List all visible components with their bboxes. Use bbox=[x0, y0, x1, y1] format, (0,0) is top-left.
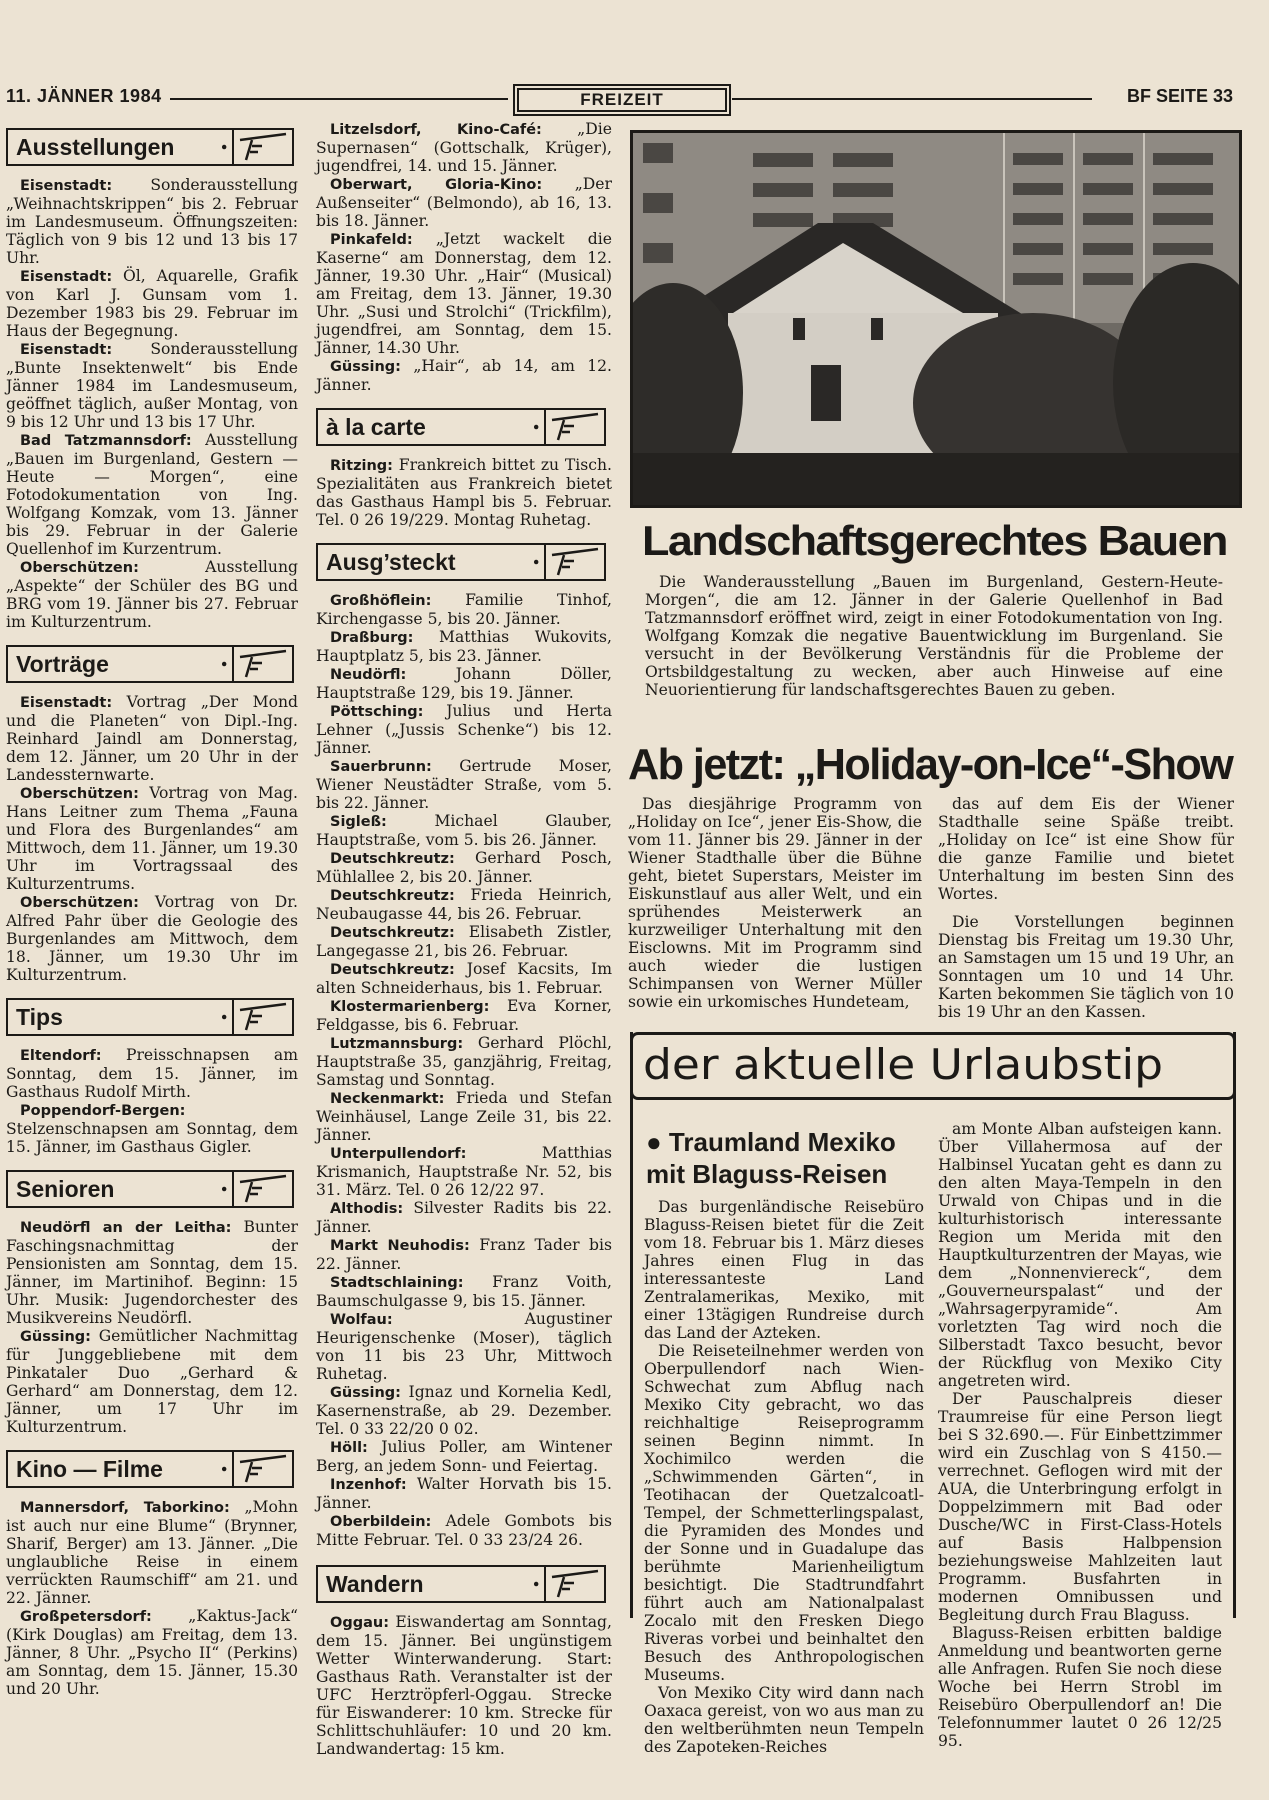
listing-place: Mannersdorf, Taborkino: bbox=[20, 1500, 230, 1516]
listing-text: Michael Glauber, Hauptstraße, vom 5. bis 26. Jänner. bbox=[316, 812, 612, 849]
bauen-frame bbox=[626, 112, 1238, 708]
listing-place: Unterpullendorf: bbox=[330, 1146, 467, 1162]
listing-text: Gerhard Plöchl, Hauptstraße 35, ganzjährig, Freitag, Samstag und Sonntag. bbox=[316, 1034, 612, 1089]
listing-entry bbox=[316, 1310, 612, 1383]
listing-place: Eisenstadt: bbox=[20, 695, 113, 711]
article-paragraph: Blaguss-Reisen erbitten baldige Anmeldung und beantworten gerne alle Anfragen. Rufen Sie noch diese Woche bei Herrn Strobl im Reisebüro Oberpullendorf an! Die Telefonnummer lautet 0 26 12/25 95. bbox=[938, 1624, 1222, 1750]
mexiko-headline-line-2: mit Blaguss-Reisen bbox=[646, 1159, 888, 1189]
listing-place: Güssing: bbox=[20, 1329, 91, 1345]
listing-entry bbox=[316, 1613, 612, 1758]
listing-entry bbox=[6, 1327, 298, 1436]
page-number: BF SEITE 33 bbox=[1126, 86, 1233, 106]
listing-entry bbox=[316, 1089, 612, 1144]
listing-place: Eisenstadt: bbox=[20, 178, 113, 194]
pen-icon bbox=[528, 1565, 606, 1603]
listing-text: Eiswandertag am Sonntag, dem 15. Jänner. Bei ungünstigem Wetter Winterwanderung. Start: Gasthaus Rath. Veranstalter ist der UFC Herztröpferl-Oggau. Strecke für Eiswanderer: 10 km. Strecke für Schlittschuhläufer: 10 und 20 km. Landwandertag: 15 km. bbox=[316, 1613, 612, 1758]
listing-text: Bunter Faschingsnachmittag der Pensionisten am Sonntag, dem 15. Jänner, im Martinihof. Beginn: 15 Uhr. Musik: Jugendorchester des Musikvereins Neudörfl. bbox=[6, 1218, 299, 1327]
listing-place: Neudörfl an der Leitha: bbox=[20, 1220, 232, 1236]
listing-text: Elisabeth Zistler, Langegasse 21, bis 26. Februar. bbox=[316, 923, 612, 960]
listing-text: Julius Poller, am Wintener Berg, an jedem Sonn- und Feiertag. bbox=[316, 1438, 612, 1475]
listing-text: „Kaktus-Jack“ (Kirk Douglas) am Freitag, dem 13. Jänner, 8 Uhr. „Psycho II“ (Perkins) am Sonntag, dem 15. Jänner, 15.30 und 20 Uhr. bbox=[6, 1607, 298, 1698]
listing-text: Vortrag von Mag. Hans Leitner zum Thema „Fauna und Flora des Burgenlandes“ am Mittwoch, dem 11. Jänner, um 19.30 Uhr im Vortragssaal des Kulturzentrums. bbox=[6, 784, 298, 893]
mexiko-right-text bbox=[938, 1120, 1222, 1750]
listing-place: Oggau: bbox=[330, 1615, 389, 1631]
section-head-ausgsteckt bbox=[316, 543, 612, 581]
section-head-tips bbox=[6, 998, 298, 1036]
listing-place: Deutschkreutz: bbox=[330, 888, 455, 904]
listing-entry bbox=[6, 1498, 298, 1607]
alacarte-list bbox=[316, 456, 612, 529]
listing-place: Eisenstadt: bbox=[20, 342, 113, 358]
listing-entry bbox=[6, 693, 298, 784]
listing-place: Oberschützen: bbox=[20, 895, 139, 911]
listing-place: Wolfau: bbox=[330, 1312, 393, 1328]
listing-place: Großhöflein: bbox=[330, 593, 432, 609]
listing-place: Pinkafeld: bbox=[330, 232, 413, 248]
listing-entry bbox=[316, 1236, 612, 1273]
ausstellungen-list bbox=[6, 176, 298, 631]
listing-entry bbox=[316, 1383, 612, 1438]
section-title: Ausstellungen bbox=[6, 128, 218, 166]
tips-list bbox=[6, 1046, 298, 1156]
pen-icon bbox=[216, 1450, 294, 1488]
listing-text: Ausstellung „Aspekte“ der Schüler des BG und BRG vom 19. Jänner bis 27. Februar im Kulturzentrum. bbox=[6, 558, 298, 631]
article-paragraph: Der Pauschalpreis dieser Traumreise für eine Person liegt bei S 32.690.—. Für Einbettzimmer wird ein Zuschlag von S 4150.— verrechnet. Geflogen wird mit der AUA, die Unterbringung erfolgt in Doppelzimmern mit Bad oder Dusche/WC in First-Class-Hotels auf Basis Halbpension beziehungsweise Mahlzeiten laut Programm. Busfahrten in modernen Omnibussen und Begleitung durch Frau Blaguss. bbox=[938, 1390, 1222, 1624]
listing-entry bbox=[316, 591, 612, 628]
listing-place: Oberwart, Gloria-Kino: bbox=[330, 177, 543, 193]
listing-text: Stelzenschnapsen am Sonntag, dem 15. Jänner, im Gasthaus Gigler. bbox=[6, 1120, 298, 1156]
pen-icon bbox=[216, 645, 294, 683]
holiday-left bbox=[628, 795, 922, 1011]
listing-entry bbox=[316, 702, 612, 757]
section-head-alacarte bbox=[316, 408, 612, 446]
pen-icon bbox=[216, 128, 294, 166]
holiday-left-paragraph: Das diesjährige Programm von „Holiday on Ice“, jener Eis-Show, die vom 11. Jänner bis 29. Jänner in der Wiener Stadthalle über die Bühne geht, bietet Superstars, Meister im Eiskunstlauf aus aller Welt, und ein sprühendes Meisterwerk an kurzweiliger Unterhaltung mit den Eisclowns. Mit im Programm sind auch wieder die lustigen Schimpansen von Werner Müller sowie ein urkomisches Hundeteam, bbox=[628, 795, 922, 1011]
section-head-kino bbox=[6, 1450, 298, 1488]
listing-entry bbox=[316, 1438, 612, 1475]
article-paragraph: Die Reiseteilnehmer werden von Oberpullendorf nach Wien-Schwechat zum Abflug nach Mexiko City gebracht, wo das reichhaltige Reiseprogramm seinen Beginn nimmt. In Xochimilco werden die „Schwimmenden Gärten“, in Teotihacan der Quetzalcoatl-Tempel, der Schmetterlingspalast, die Pyramiden des Mondes und der Sonne und in Guadalupe das berühmte Marienheiligtum besichtigt. Die Stadtrundfahrt führt auch am Nationalpalast Zocalo mit den Fresken Diego Riveras vorbei und beinhaltet den Besuch des Anthropologischen Museums. bbox=[644, 1342, 924, 1684]
section-head-ausstellungen bbox=[6, 128, 298, 166]
listing-entry bbox=[316, 1512, 612, 1549]
listing-text: Adele Gombots bis Mitte Februar. Tel. 0 33 23/24 26. bbox=[316, 1512, 612, 1549]
mexiko-headline bbox=[646, 1126, 936, 1190]
listing-entry bbox=[316, 1144, 612, 1199]
listing-text: Vortrag „Der Mond und die Planeten“ von Dipl.-Ing. Reinhard Jaindl am Donnerstag, dem 12. Jänner, um 20 Uhr in der Landessternwarte. bbox=[6, 693, 298, 784]
kino-continued-list bbox=[316, 120, 612, 394]
listing-entry bbox=[6, 431, 298, 558]
listing-entry bbox=[316, 120, 612, 175]
listing-entry bbox=[6, 893, 298, 984]
section-title: FREIZEIT bbox=[513, 84, 731, 116]
listing-text: Sonderausstellung „Weihnachtskrippen“ bis 2. Februar im Landesmuseum. Öffnungszeiten: Täglich von 9 bis 12 und 13 bis 17 Uhr. bbox=[6, 176, 298, 267]
listing-place: Deutschkreutz: bbox=[330, 962, 455, 978]
holiday-right-paragraph-2: Die Vorstellungen beginnen Dienstag bis Freitag um 19.30 Uhr, an Samstagen um 15 und 19 Uhr, an Sonntagen um 10 und 14 Uhr. Karten bekommen Sie täglich von 10 bis 19 Uhr an den Kassen. bbox=[938, 913, 1234, 1021]
listing-text: Walter Horvath bis 15. Jänner. bbox=[316, 1475, 612, 1512]
listing-text: Preisschnapsen am Sonntag, dem 15. Jänner, im Gasthaus Rudolf Mirth. bbox=[6, 1046, 298, 1101]
listing-entry bbox=[6, 176, 298, 267]
listing-entry bbox=[316, 812, 612, 849]
section-title: à la carte bbox=[316, 408, 530, 446]
mexiko-left-text bbox=[644, 1198, 924, 1756]
section-title: Tips bbox=[6, 998, 218, 1036]
listing-text: Frankreich bittet zu Tisch. Spezialitäten aus Frankreich bietet das Gasthaus Hampl bis 5. Februar. Tel. 0 26 19/229. Montag Ruhetag. bbox=[316, 456, 612, 529]
mexiko-headline-line-1: ● Traumland Mexiko bbox=[646, 1127, 896, 1157]
listing-text: Franz Tader bis 22. Jänner. bbox=[316, 1236, 613, 1273]
kino-list bbox=[6, 1498, 298, 1698]
listing-entry bbox=[316, 1034, 612, 1089]
pen-icon bbox=[528, 408, 606, 446]
section-title: Senioren bbox=[6, 1170, 218, 1208]
holiday-headline: Ab jetzt: „Holiday-on-Ice“-Show bbox=[628, 740, 1233, 789]
listing-text: Frieda Heinrich, Neubaugasse 44, bis 26. Februar. bbox=[316, 886, 612, 923]
listing-text: Familie Tinhof, Kirchengasse 5, bis 20. Jänner. bbox=[316, 591, 612, 628]
listing-text: Vortrag von Dr. Alfred Pahr über die Geologie des Burgenlandes am Mittwoch, dem 18. Jänner, um 19.30 Uhr im Kulturzentrum. bbox=[6, 893, 298, 984]
listing-place: Güssing: bbox=[330, 1385, 401, 1401]
listing-place: Sigleß: bbox=[330, 814, 387, 830]
listing-text: Eva Korner, Feldgasse, bis 6. Februar. bbox=[316, 997, 612, 1034]
section-head-vortraege bbox=[6, 645, 298, 683]
article-paragraph: am Monte Alban aufsteigen kann. Über Villahermosa auf der Halbinsel Yucatan geht es dann zu den alten Maya-Tempeln in den Urwald von Chipas und in die kulturhistorisch interessante Region um Merida mit den Hauptkulturzentren der Mayas, wie dem „Nonnenviereck“, dem „Gouverneurspalast“ und der „Wahrsagerpyramide“. Am vorletzten Tag wird noch die Silberstadt Taxco besucht, bevor der Rückflug von Mexiko City angetreten wird. bbox=[938, 1120, 1222, 1390]
listing-place: Stadtschlaining: bbox=[330, 1275, 464, 1291]
listing-entry bbox=[316, 357, 612, 394]
listing-text: „Hair“, ab 14, am 12. Jänner. bbox=[316, 357, 612, 394]
listing-text: „Jetzt wackelt die Kaserne“ am Donnerstag, dem 12. Jänner, 19.30 Uhr. „Hair“ (Musical) am Freitag, dem 13. Jänner, 19.30 Uhr. „Susi und Strolchi“ (Trickfilm), jugendfrei, am Sonntag, dem 15. Jänner, 14.30 Uhr. bbox=[316, 230, 612, 357]
listing-entry bbox=[6, 558, 298, 631]
listing-text: Öl, Aquarelle, Grafik von Karl J. Gunsam vom 1. Dezember 1983 bis 29. Februar im Haus der Begegnung. bbox=[6, 267, 298, 340]
listing-text: Matthias Wukovits, Hauptplatz 5, bis 23. Jänner. bbox=[316, 628, 612, 665]
pen-icon bbox=[528, 543, 606, 581]
issue-date: 11. JÄNNER 1984 bbox=[6, 86, 162, 106]
listing-entry bbox=[316, 230, 612, 357]
header-rule-right bbox=[732, 98, 1092, 100]
listing-place: Litzelsdorf, Kino-Café: bbox=[330, 122, 542, 138]
listing-entry bbox=[316, 1475, 612, 1512]
listing-text: Augustiner Heurigenschenke (Moser), täglich von 11 bis 23 Uhr, Mittwoch Ruhetag. bbox=[316, 1310, 612, 1383]
listing-entry bbox=[6, 1101, 298, 1156]
listing-place: Güssing: bbox=[330, 359, 401, 375]
listing-entry bbox=[316, 960, 612, 997]
listing-entry bbox=[316, 665, 612, 702]
urlaubstip-title: der aktuelle Urlaubstip bbox=[642, 1040, 1164, 1089]
listing-entry bbox=[316, 849, 612, 886]
pen-icon bbox=[216, 1170, 294, 1208]
section-title: Wandern bbox=[316, 1565, 530, 1603]
listing-text: Gertrude Moser, Wiener Neustädter Straße, vom 5. bis 22. Jänner. bbox=[316, 757, 612, 812]
listing-entry bbox=[316, 923, 612, 960]
listing-entry bbox=[316, 886, 612, 923]
listing-place: Althodis: bbox=[330, 1201, 404, 1217]
header-rule-left bbox=[170, 98, 508, 100]
listing-text: Ignaz und Kornelia Kedl, Kasernenstraße, ab 29. Dezember. Tel. 0 33 22/20 0 02. bbox=[316, 1383, 612, 1438]
listing-text: Sonderausstellung „Bunte Insektenwelt“ bis Ende Jänner 1984 im Landesmuseum, geöffnet täglich, außer Montag, von 9 bis 12 Uhr und 13 bis 17 Uhr. bbox=[6, 340, 298, 431]
listing-entry bbox=[6, 1607, 298, 1698]
section-title: Kino — Filme bbox=[6, 1450, 218, 1488]
listing-entry bbox=[316, 175, 612, 230]
holiday-right bbox=[938, 795, 1234, 1021]
listing-entry bbox=[6, 784, 298, 893]
listing-place: Markt Neuhodis: bbox=[330, 1238, 470, 1254]
listing-place: Eltendorf: bbox=[20, 1048, 102, 1064]
wandern-list bbox=[316, 1613, 612, 1758]
listing-place: Inzenhof: bbox=[330, 1477, 407, 1493]
section-head-senioren bbox=[6, 1170, 298, 1208]
listing-text: Silvester Radits bis 22. Jänner. bbox=[316, 1199, 612, 1236]
listing-text: Ausstellung „Bauen im Burgenland, Gestern — Heute — Morgen“, eine Fotodokumentation von Ing. Wolfgang Komzak, vom 13. Jänner bis 29. Februar in der Galerie Quellenhof im Kurzentrum. bbox=[6, 431, 298, 558]
listing-place: Poppendorf-Bergen: bbox=[20, 1103, 186, 1119]
listing-entry bbox=[316, 628, 612, 665]
listing-entry bbox=[6, 1046, 298, 1101]
listing-place: Lutzmannsburg: bbox=[330, 1036, 464, 1052]
article-paragraph: Das burgenländische Reisebüro Blaguss-Reisen bietet für die Zeit vom 18. Februar bis 1. März dieses Jahres einen Flug in das interessanteste Land Zentralamerikas, Mexiko, mit einer 13tägigen Rundreise durch das Land der Azteken. bbox=[644, 1198, 924, 1342]
listing-place: Neckenmarkt: bbox=[330, 1091, 445, 1107]
listing-place: Oberschützen: bbox=[20, 786, 139, 802]
section-head-wandern bbox=[316, 1565, 612, 1603]
listing-text: „Der Außenseiter“ (Belmondo), ab 16, 13. bis 18. Jänner. bbox=[316, 175, 612, 230]
listing-place: Deutschkreutz: bbox=[330, 851, 455, 867]
listing-entry bbox=[316, 456, 612, 529]
column-2 bbox=[316, 120, 612, 1758]
listing-entry bbox=[6, 1218, 298, 1327]
vortraege-list bbox=[6, 693, 298, 984]
bauen-headline: Landschaftsgerechtes Bauen bbox=[642, 517, 1227, 564]
bauen-paragraph: Die Wanderausstellung „Bauen im Burgenland, Gestern-Heute-Morgen“, die am 12. Jänner in der Galerie Quellenhof in Bad Tatzmannsdorf eröffnet wird, zeigt in einer Fotodokumentation von Ing. Wolfgang Komzak die negative Bauentwicklung im Burgenland. Sie versucht in der Bevölkerung Verständnis für die Probleme der Ortsbildgestaltung zu wecken, aber auch Hinweise auf eine Neuorientierung für landschaftsgerechtes Bauen zu geben. bbox=[645, 573, 1223, 699]
listing-entry bbox=[6, 340, 298, 431]
listing-place: Draßburg: bbox=[330, 630, 414, 646]
listing-place: Ritzing: bbox=[330, 458, 393, 474]
listing-text: Frieda und Stefan Weinhäusel, Lange Zeile 31, bis 22. Jänner. bbox=[316, 1089, 612, 1144]
listing-place: Großpetersdorf: bbox=[20, 1609, 152, 1625]
listing-place: Bad Tatzmannsdorf: bbox=[20, 433, 192, 449]
listing-entry bbox=[316, 997, 612, 1034]
listing-entry bbox=[316, 757, 612, 812]
listing-text: „Mohn ist auch nur eine Blume“ (Brynner, Sharif, Berger) am 13. Jänner. „Die unglaubliche Reise in einem verrückten Raumschiff“ am 21. und 22. Jänner. bbox=[6, 1498, 298, 1607]
listing-text: Johann Döller, Hauptstraße 129, bis 19. Jänner. bbox=[316, 665, 612, 702]
listing-place: Klostermarienberg: bbox=[330, 999, 490, 1015]
listing-text: Matthias Krismanich, Hauptstraße Nr. 52, bis 31. März. Tel. 0 26 12/22 97. bbox=[316, 1144, 612, 1199]
senioren-list bbox=[6, 1218, 298, 1436]
listing-text: „Die Supernasen“ (Gottschalk, Krüger), jugendfrei, 14. und 15. Jänner. bbox=[316, 120, 612, 175]
listing-entry bbox=[316, 1273, 612, 1310]
listing-place: Oberschützen: bbox=[20, 560, 139, 576]
listing-entry bbox=[316, 1199, 612, 1236]
ausgsteckt-list bbox=[316, 591, 612, 1549]
listing-place: Pöttsching: bbox=[330, 704, 424, 720]
holiday-right-paragraph-1: das auf dem Eis der Wiener Stadthalle seine Späße treibt. „Holiday on Ice“ ist eine Show für die ganze Familie und bietet Unterhaltung im besten Sinn des Wortes. bbox=[938, 795, 1234, 903]
article-paragraph: Von Mexiko City wird dann nach Oaxaca gereist, von wo aus man zu den weltberühmten neun Tempeln des Zapoteken-Reiches bbox=[644, 1684, 924, 1756]
listing-place: Oberbildein: bbox=[330, 1514, 432, 1530]
section-title: Vorträge bbox=[6, 645, 218, 683]
column-1 bbox=[6, 120, 298, 1698]
listing-text: Gerhard Posch, Mühlallee 2, bis 20. Jänner. bbox=[316, 849, 612, 886]
listing-place: Eisenstadt: bbox=[20, 269, 113, 285]
listing-place: Höll: bbox=[330, 1440, 368, 1456]
listing-entry bbox=[6, 267, 298, 340]
listing-text: Julius und Herta Lehner („Jussis Schenke“) bis 12. Jänner. bbox=[316, 702, 612, 757]
listing-text: Gemütlicher Nachmittag für Junggebliebene mit dem Pinkataler Duo „Gerhard & Gerhard“ am Donnerstag, dem 12. Jänner, um 17 Uhr im Kulturzentrum. bbox=[6, 1327, 298, 1436]
listing-place: Neudörfl: bbox=[330, 667, 407, 683]
listing-text: Franz Voith, Baumschulgasse 9, bis 15. Jänner. bbox=[316, 1273, 612, 1310]
pen-icon bbox=[216, 998, 294, 1036]
listing-place: Sauerbrunn: bbox=[330, 759, 432, 775]
listing-place: Deutschkreutz: bbox=[330, 925, 455, 941]
section-title: Ausg’steckt bbox=[316, 543, 530, 581]
listing-text: Josef Kacsits, Im alten Schneiderhaus, bis 1. Februar. bbox=[316, 960, 612, 997]
